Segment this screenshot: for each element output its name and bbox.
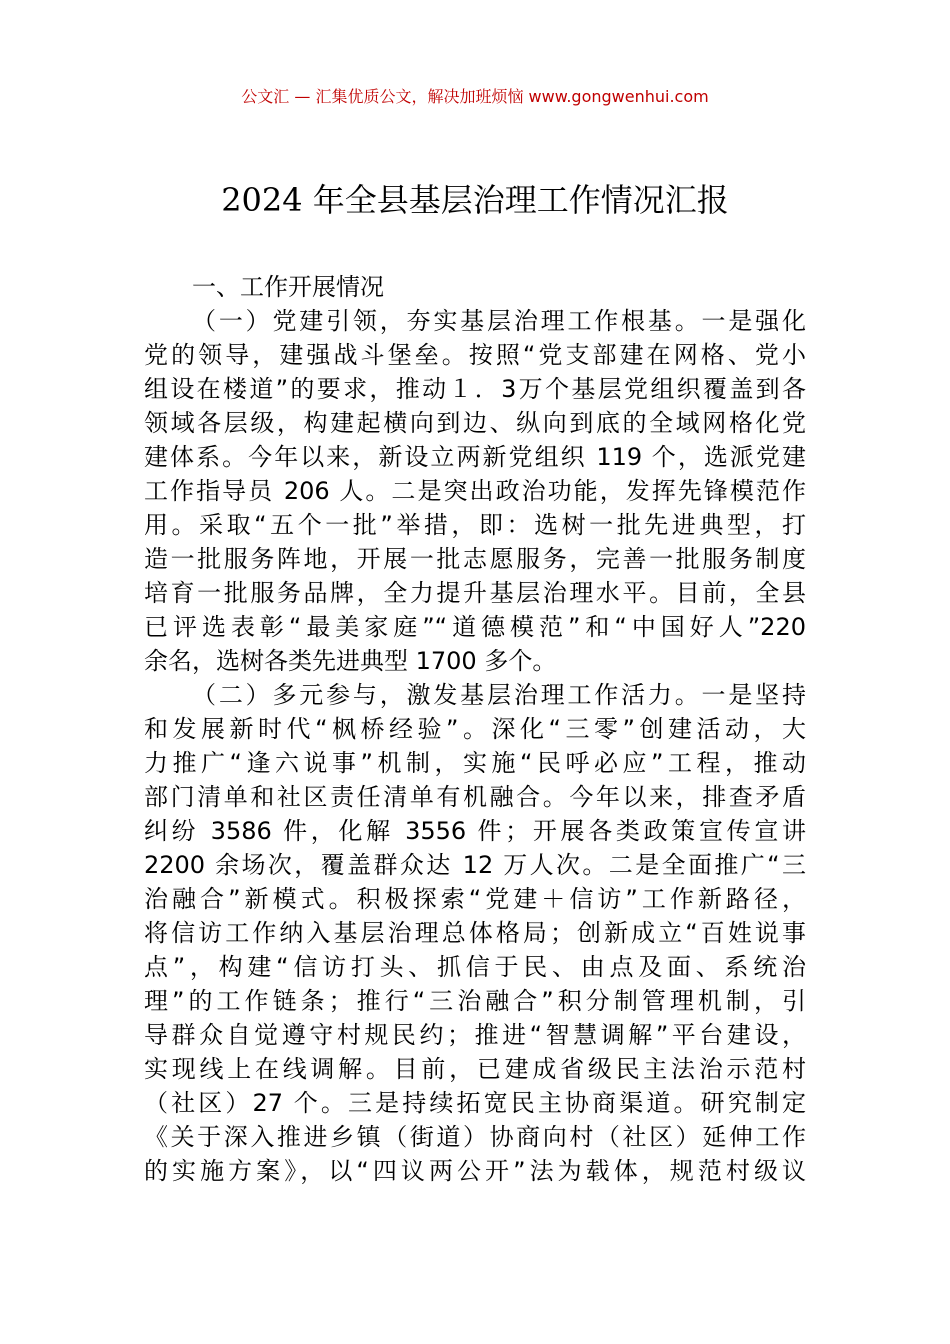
paragraph-line: 实现线上在线调解。目前，已建成省级民主法治示范村 xyxy=(144,1055,806,1083)
document-body xyxy=(144,270,806,1188)
paragraph-line: （二）多元参与，激发基层治理工作活力。一是坚持 xyxy=(192,681,806,709)
paragraph-line: 纠纷 3586 件，化解 3556 件；开展各类政策宣传宣讲 xyxy=(144,817,806,845)
paragraph-line: 余名，选树各类先进典型 1700 多个。 xyxy=(144,647,557,675)
paragraph-line: 理”的工作链条；推行“三治融合”积分制管理机制，引 xyxy=(144,987,806,1015)
paragraph-line: 工作指导员 206 人。二是突出政治功能，发挥先锋模范作 xyxy=(144,477,806,505)
paragraph-line: 2200 余场次，覆盖群众达 12 万人次。二是全面推广“三 xyxy=(144,851,806,879)
paragraph-line: 领域各层级，构建起横向到边、纵向到底的全域网格化党 xyxy=(144,409,806,437)
site-banner[interactable]: 公文汇 — 汇集优质公文，解决加班烦恼 www.gongwenhui.com xyxy=(241,87,709,106)
paragraph-line: （一）党建引领，夯实基层治理工作根基。一是强化 xyxy=(192,307,806,335)
paragraph-line: 力推广“逢六说事”机制，实施“民呼必应”工程，推动 xyxy=(144,749,806,777)
paragraph-line: 造一批服务阵地，开展一批志愿服务，完善一批服务制度 xyxy=(144,545,806,573)
paragraph-line: 用。采取“五个一批”举措，即：选树一批先进典型，打 xyxy=(144,511,806,539)
paragraph-line: 《关于深入推进乡镇（街道）协商向村（社区）延伸工作 xyxy=(144,1123,806,1151)
paragraph-line: 已评选表彰“最美家庭”“道德模范”和“中国好人”220 xyxy=(144,613,806,641)
paragraph-line: 组设在楼道”的要求，推动１．3万个基层党组织覆盖到各 xyxy=(144,375,806,403)
paragraph-line: 治融合”新模式。积极探索“党建＋信访”工作新路径， xyxy=(144,885,806,913)
paragraph-line: 党的领导，建强战斗堡垒。按照“党支部建在网格、党小 xyxy=(144,341,806,369)
paragraph-line: 部门清单和社区责任清单有机融合。今年以来，排查矛盾 xyxy=(144,783,806,811)
paragraph-line: 建体系。今年以来，新设立两新党组织 119 个，选派党建 xyxy=(144,443,806,471)
paragraph-line: 导群众自觉遵守村规民约；推进“智慧调解”平台建设， xyxy=(144,1021,806,1049)
paragraph-line: 和发展新时代“枫桥经验”。深化“三零”创建活动，大 xyxy=(144,715,806,743)
paragraph-line: 的实施方案》，以“四议两公开”法为载体，规范村级议 xyxy=(144,1157,806,1185)
paragraph-line: 将信访工作纳入基层治理总体格局；创新成立“百姓说事 xyxy=(144,919,806,947)
document-title: 2024 年全县基层治理工作情况汇报 xyxy=(221,181,729,219)
paragraph-line: （社区）27 个。三是持续拓宽民主协商渠道。研究制定 xyxy=(144,1089,806,1117)
paragraph-line: 培育一批服务品牌，全力提升基层治理水平。目前，全县 xyxy=(144,579,806,607)
paragraph-line: 点”，构建“信访打头、抓信于民、由点及面、系统治 xyxy=(144,953,806,981)
section-heading: 一、工作开展情况 xyxy=(192,273,384,301)
